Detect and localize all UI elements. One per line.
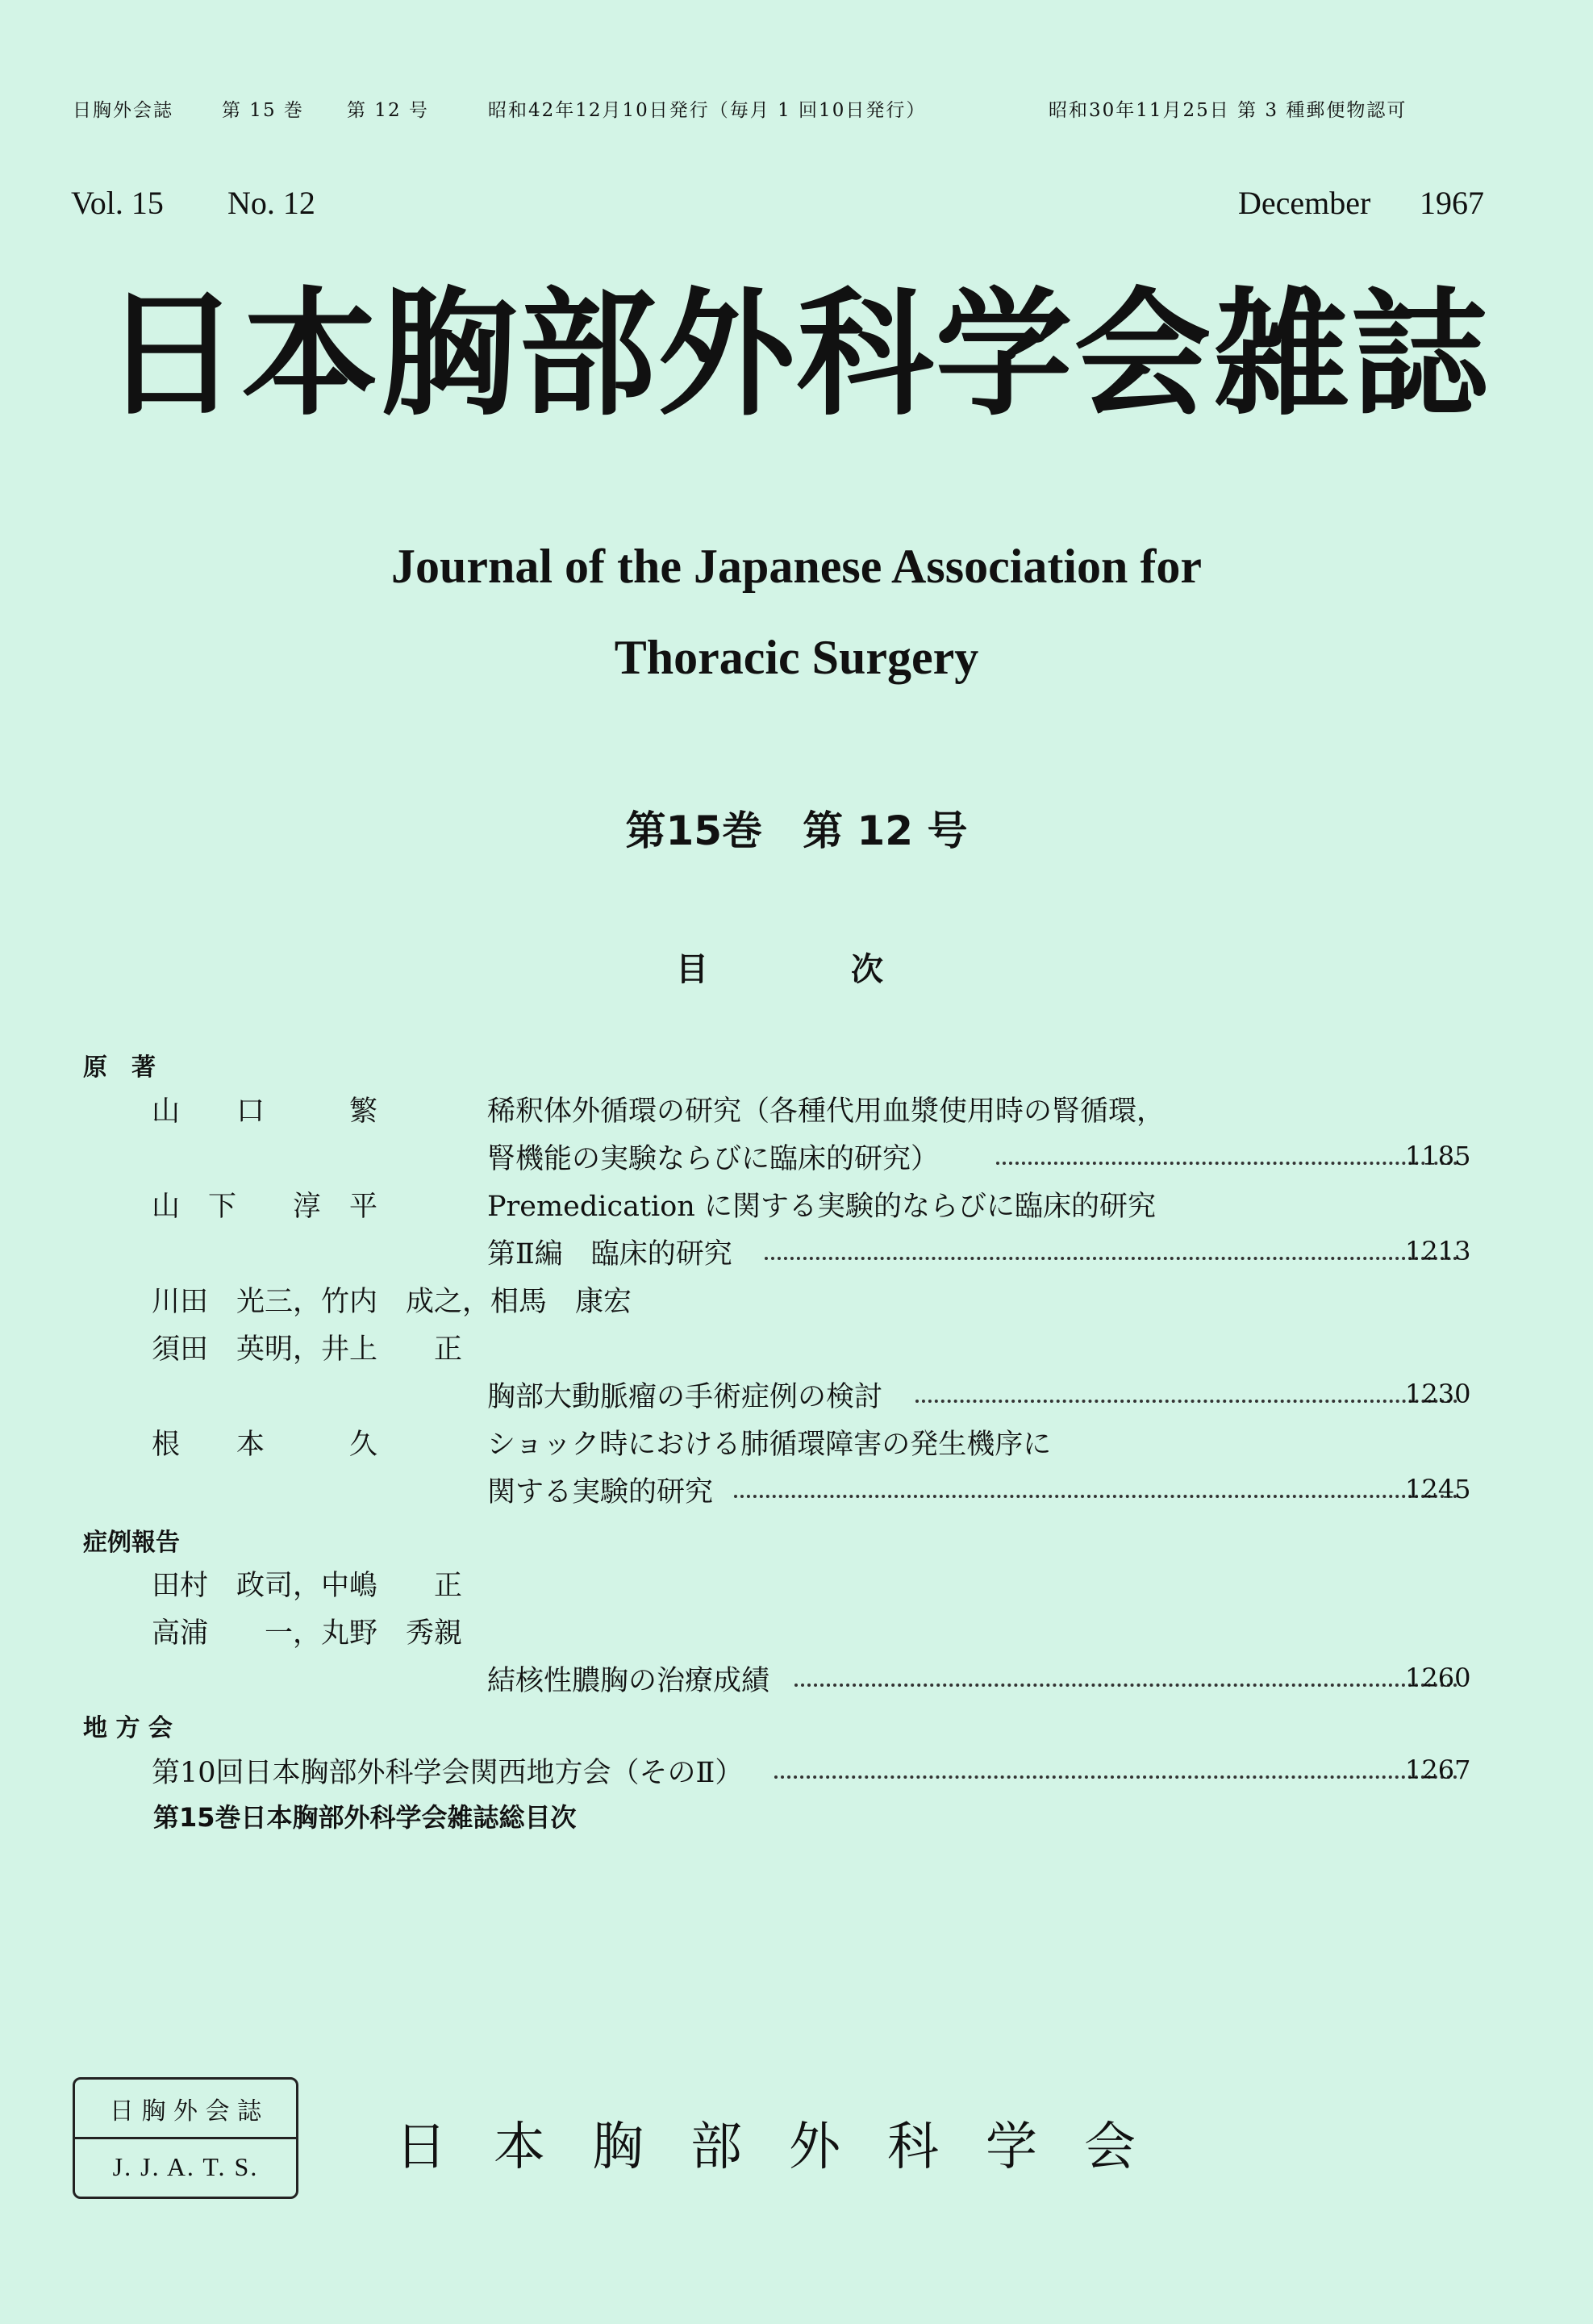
year-label: 1967 [1420,185,1484,221]
journal-stamp [73,2077,298,2199]
toc-5-authors-line2: 高浦 一，丸野 秀親 [152,1617,463,1650]
header-volume: 第 15 巻 [222,100,304,121]
toc-1-leader [996,1162,1457,1165]
toc-6-leader [774,1775,1457,1779]
journal-title-jp: 日本胸部外科学会雑誌 [102,275,1491,435]
toc-1-page: 1185 [1405,1141,1471,1171]
toc-6-title: 第10回日本胸部外科学会関西地方会（そのⅡ） [152,1757,744,1789]
toc-3-authors-line2: 須田 英明，井上 正 [152,1333,463,1366]
toc-2-page: 1213 [1405,1236,1471,1266]
contents-heading-right: 次 [851,951,883,988]
contents-heading-left: 目 [676,951,708,988]
section-case-reports: 症例報告 [83,1529,180,1557]
section-regional: 地 方 会 [83,1714,173,1742]
no-label: No. 12 [227,185,315,221]
toc-4-title-line1: ショック時における肺循環障害の発生機序に [487,1429,1052,1461]
toc-5-title: 結核性膿胸の治療成績 [487,1665,770,1697]
issue-label: 第15巻 第 12 号 [625,807,968,854]
toc-5-leader [794,1684,1457,1687]
toc-3-authors-line1: 川田 光三，竹内 成之，相馬 康宏 [152,1286,632,1318]
journal-title-en-line2: Thoracic Surgery [614,631,979,684]
header-journal-abbr: 日胸外会誌 [73,100,173,121]
month-label: December [1238,185,1371,221]
toc-6-page: 1267 [1405,1754,1471,1785]
header-number: 第 12 号 [347,100,429,121]
stamp-divider [75,2137,296,2139]
toc-3-page: 1230 [1405,1379,1471,1409]
stamp-bottom-text: J. J. A. T. S. [112,2152,259,2181]
vol-label: Vol. 15 [71,185,164,221]
toc-5-authors-line1: 田村 政司，中嶋 正 [152,1570,463,1602]
toc-3-title: 胸部大動脈瘤の手術症例の検討 [487,1381,883,1413]
stamp-top-text: 日 胸 外 会 誌 [109,2097,262,2126]
toc-4-page: 1245 [1405,1474,1471,1504]
header-postal-permit: 昭和30年11月25日 第 3 種郵便物認可 [1049,100,1407,121]
journal-title-en-line1: Journal of the Japanese Association for [391,540,1202,593]
toc-4-title-line2: 関する実験的研究 [487,1476,714,1508]
section-original: 原 著 [83,1054,156,1082]
toc-1-authors: 山 口 繁 [152,1095,378,1128]
toc-2-title-line1: Premedication に関する実験的ならびに臨床的研究 [487,1191,1156,1223]
toc-5-page: 1260 [1405,1663,1471,1693]
toc-2-leader [765,1257,1457,1260]
toc-2-title-line2: 第Ⅱ編 臨床的研究 [487,1238,732,1270]
toc-1-title-line1: 稀釈体外循環の研究（各種代用血漿使用時の腎循環， [487,1095,1166,1128]
header-issue-date: 昭和42年12月10日発行（毎月 1 回10日発行） [488,100,927,121]
toc-7-title: 第15巻日本胸部外科学会雑誌総目次 [153,1802,577,1833]
toc-3-leader [915,1400,1457,1403]
toc-2-authors: 山 下 淳 平 [152,1191,378,1223]
toc-4-leader [734,1495,1457,1498]
toc-1-title-line2: 腎機能の実験ならびに臨床的研究） [487,1143,940,1175]
toc-4-authors: 根 本 久 [152,1429,378,1461]
publisher-name: 日本胸部外科学会 [395,2117,1182,2177]
